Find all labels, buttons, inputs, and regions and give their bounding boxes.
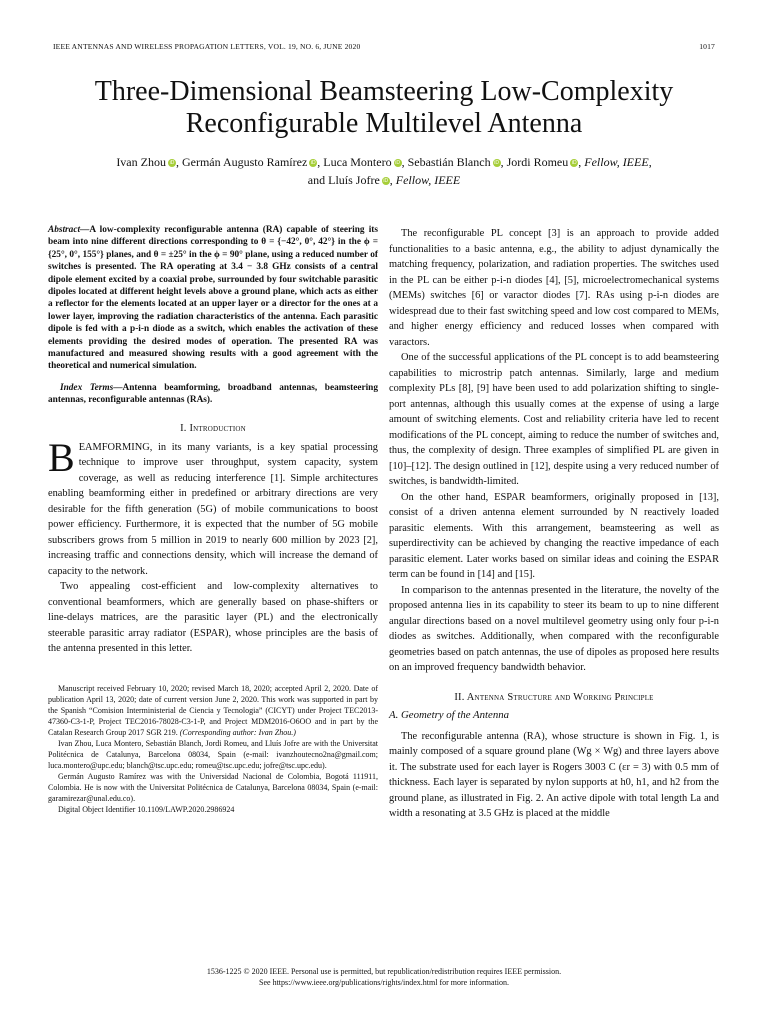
orcid-icon[interactable]: iD <box>383 177 389 184</box>
footnote-paragraph: Germán Augusto Ramírez was with the Universidad Nacional de Colombia, Bogotá 111911, Colombia. He is now with the Universitat Politécnica de Catalunya, Barcelona 08034, Spain (e-mail: garamirezar@unal.edu.co). <box>48 771 378 803</box>
footnote-paragraph: Ivan Zhou, Luca Montero, Sebastián Blanch, Jordi Romeu, and Lluís Jofre are with the Universitat Politécnica de Catalunya, Barcelona 08034, Spain (e-mail: ivanzhoutecno2na@gmail.com; luca.montero@upc.edu; blanch@tsc.upc.edu; romeu@tsc.upc.edu; jofre@tsc.upc.edu). <box>48 738 378 770</box>
orcid-icon[interactable]: iD <box>310 160 316 166</box>
body-paragraph: Two appealing cost-efficient and low-complexity alternatives to conventional beamformers, which are generally based on phase-shifters or line-delays matrices, are the parasitic layer (PL) and the electronically steerable parasitic array radiator (ESPAR), whose principles are the basis of the antenna presented in this letter. <box>48 581 378 655</box>
lead-caps: EAMFORMING, <box>78 441 153 453</box>
author-affiliation-grade: Fellow, IEEE <box>395 172 461 187</box>
body-paragraph: The reconfigurable antenna (RA), whose structure is shown in Fig. 1, is mainly composed of a square ground plane (Wg × Wg) and three layers above it. The substrate used for each layer is Rogers 3003 C (εr = 3) with 0.5 mm of thickness. Each layer is separated by nylon supports at h0, h1, and h2 from the ground plane, as illustrated in Fig. 2. An active dipole with total length La and width a resonating at 3.5 GHz is placed at the middle <box>389 730 719 819</box>
subsection-heading: A. Geometry of the Antenna <box>389 708 510 721</box>
doi: Digital Object Identifier 10.1109/LAWP.2020.2986924 <box>58 804 235 814</box>
footnote-paragraph <box>48 683 378 738</box>
copyright-link[interactable]: See https://www.ieee.org/publications/rights/index.html for more information. <box>259 978 509 987</box>
footnote <box>48 683 378 815</box>
title-line-1: Three-Dimensional Beamsteering Low-Complexity <box>94 76 674 107</box>
author-name: Lluís Jofre <box>328 172 380 187</box>
orcid-icon[interactable]: iD <box>169 160 175 166</box>
index-terms-label: Index Terms <box>60 382 114 393</box>
author-name: Luca Montero <box>323 155 392 169</box>
orcid-icon[interactable]: iD <box>395 160 400 166</box>
author-name: Jordi Romeu <box>506 155 569 169</box>
abstract <box>48 224 378 373</box>
footnote-text: Manuscript received February 10, 2020; revised March 18, 2020; accepted April 2, 2020. Date of publication April 13, 2020; date of current version June 2, 2020. This work was supported in part by the Spanish “Comision Interministerial de Ciencia y Tecnologia” (CICYT) under Project TEC2013-47360-C3-1-P, Project TEC2016-78028-C3-1-P, and Project MDM2016-O6OO and in part by the Catalan Research Group 2017 SGR 219. <box>48 683 378 737</box>
body-paragraph: In comparison to the antennas presented in the literature, the novelty of the proposed antenna lies in its capability to steer its beam to up to nine different angular directions based on a novel multilevel geometry using only four p-i-n diodes as switches. Additionally, when compared with the reconfigurable geometries based on patch antennas, the use of dipoles as proposed here results on an improved frequency bandwidth behavior. <box>389 584 719 673</box>
section-heading: II. Antenna Structure and Working Principle <box>454 691 654 703</box>
paper-title <box>30 76 738 140</box>
drop-cap: B <box>48 434 75 480</box>
right-column <box>389 226 719 822</box>
author-conjunction: and <box>307 172 326 187</box>
page-number: 1017 <box>699 42 715 51</box>
index-terms <box>48 382 378 407</box>
section-heading: I. Introduction <box>180 422 246 434</box>
author-affiliation-grade: Fellow, IEEE <box>584 155 649 169</box>
index-terms-text: —Antenna beamforming, broadband antennas, beamsteering antennas, reconfigurable antennas (RAs). <box>48 382 378 406</box>
left-column <box>48 224 378 815</box>
body-paragraph: On the other hand, ESPAR beamformers, originally proposed in [13], consist of a driven antenna element surrounded by N reactively loaded parasitic elements. With this arrangement, beamsteering as well as superdirectivity can be achieved by changing the reactive impedance of each parasitic element. Later works based on similar ideas and coining the ESPAR term can be found in [14] and [15]. <box>389 491 719 580</box>
body-paragraph: The reconfigurable PL concept [3] is an approach to provide added functionalities to a basic antenna, e.g., the ability to adjust dynamically the matching frequency, polarization, and radiation properties. The switches used in the PL can be either p-i-n diodes [4], [5], microelectromechanical systems (MEMs) switches [6] or varactor diodes [7]. RAs using p-i-n diodes are widespread due to their fast switching speed and low cost compared to MEMs, and higher energy efficiency and reduced losses when compared with varactors. <box>389 228 719 348</box>
abstract-text: —A low-complexity reconfigurable antenna (RA) capable of steering its beam into nine different directions corresponding to θ = {−42°, 0°, 42°} in the ϕ = {25°, 0°, 155°} planes, and θ = ±25° in the ϕ = 90° plane, using a reduced number of switches is presented. The RA operating at 3.4 − 3.8 GHz consists of a central dipole element excited by a coaxial probe, surrounded by four switchable parasitic dipoles located at different height levels above a ground plane, which acts as either a reflector for the elements located at an upper layer or a director for the ones at a lower layer, improving the radiation characteristics of the antenna. Each parasitic dipole is fed with a p-i-n diode as a switch, which enables the activation of these elements providing the desired modes of operation. The presented RA was manufactured and measured showing results with a good agreement with the theoretical and numerical simulation. <box>48 225 378 372</box>
author-name: Ivan Zhou <box>116 155 166 169</box>
copyright-line: 1536-1225 © 2020 IEEE. Personal use is permitted, but republication/redistribution requires IEEE permission. <box>206 967 562 976</box>
author-name: Germán Augusto Ramírez <box>181 155 308 169</box>
copyright-notice <box>40 966 728 988</box>
corresponding-author: (Corresponding author: Ivan Zhou.) <box>177 727 296 737</box>
abstract-label: Abstract <box>48 225 81 235</box>
author-name: Sebastián Blanch <box>407 155 491 169</box>
orcid-icon[interactable]: iD <box>571 160 577 166</box>
paragraph-text: in its many variants, is a key spatial processing technique to improve user throughput, system capacity, system coverage, as well as reducing interference [1]. Simple architectures enabling beamforming either in predefined or arbitrary directions are very desirable for the fifth generation (5G) of mobile communications to boost power efficiency. Furthermore, it is expected that the number of 5G mobile subscribers grows from 5 million in 2019 to nearly 600 million by 2023 [2], increasing traffic and connections density, which will increase the demand of capacity to the network. <box>48 441 378 577</box>
body-paragraph <box>48 434 378 580</box>
body-paragraph: One of the successful applications of the PL concept is to add beamsteering capabilities to microstrip patch antennas. Similarly, large and medium complexity PLs [8], [9] have been used to add polarization shifting to single-port antennas, although this usually comes at the expense of using a large amount of switching elements. Cost and reliability criteria have led to recent modifications of the PL concept, aiming to reduce the number of switches and, thus, the complexity of design. Three examples of simplified PL are given in [10]–[12]. The design outlined in [12], despite using a very reduced number of switches, is bandwidth-limited. <box>389 352 719 487</box>
orcid-icon[interactable]: iD <box>494 160 499 166</box>
title-line-2: Reconfigurable Multilevel Antenna <box>185 108 583 139</box>
journal-name: IEEE ANTENNAS AND WIRELESS PROPAGATION LETTERS, VOL. 19, NO. 6, JUNE 2020 <box>53 42 361 51</box>
author-list: Ivan Zhou iD , Germán Augusto Ramírez iD , Luca Montero iD , Sebastián Blanch iD , Jordi Romeu iD , Fellow, IEEE, and Lluís Jofre iD , Fellow, IEEE <box>116 155 652 187</box>
